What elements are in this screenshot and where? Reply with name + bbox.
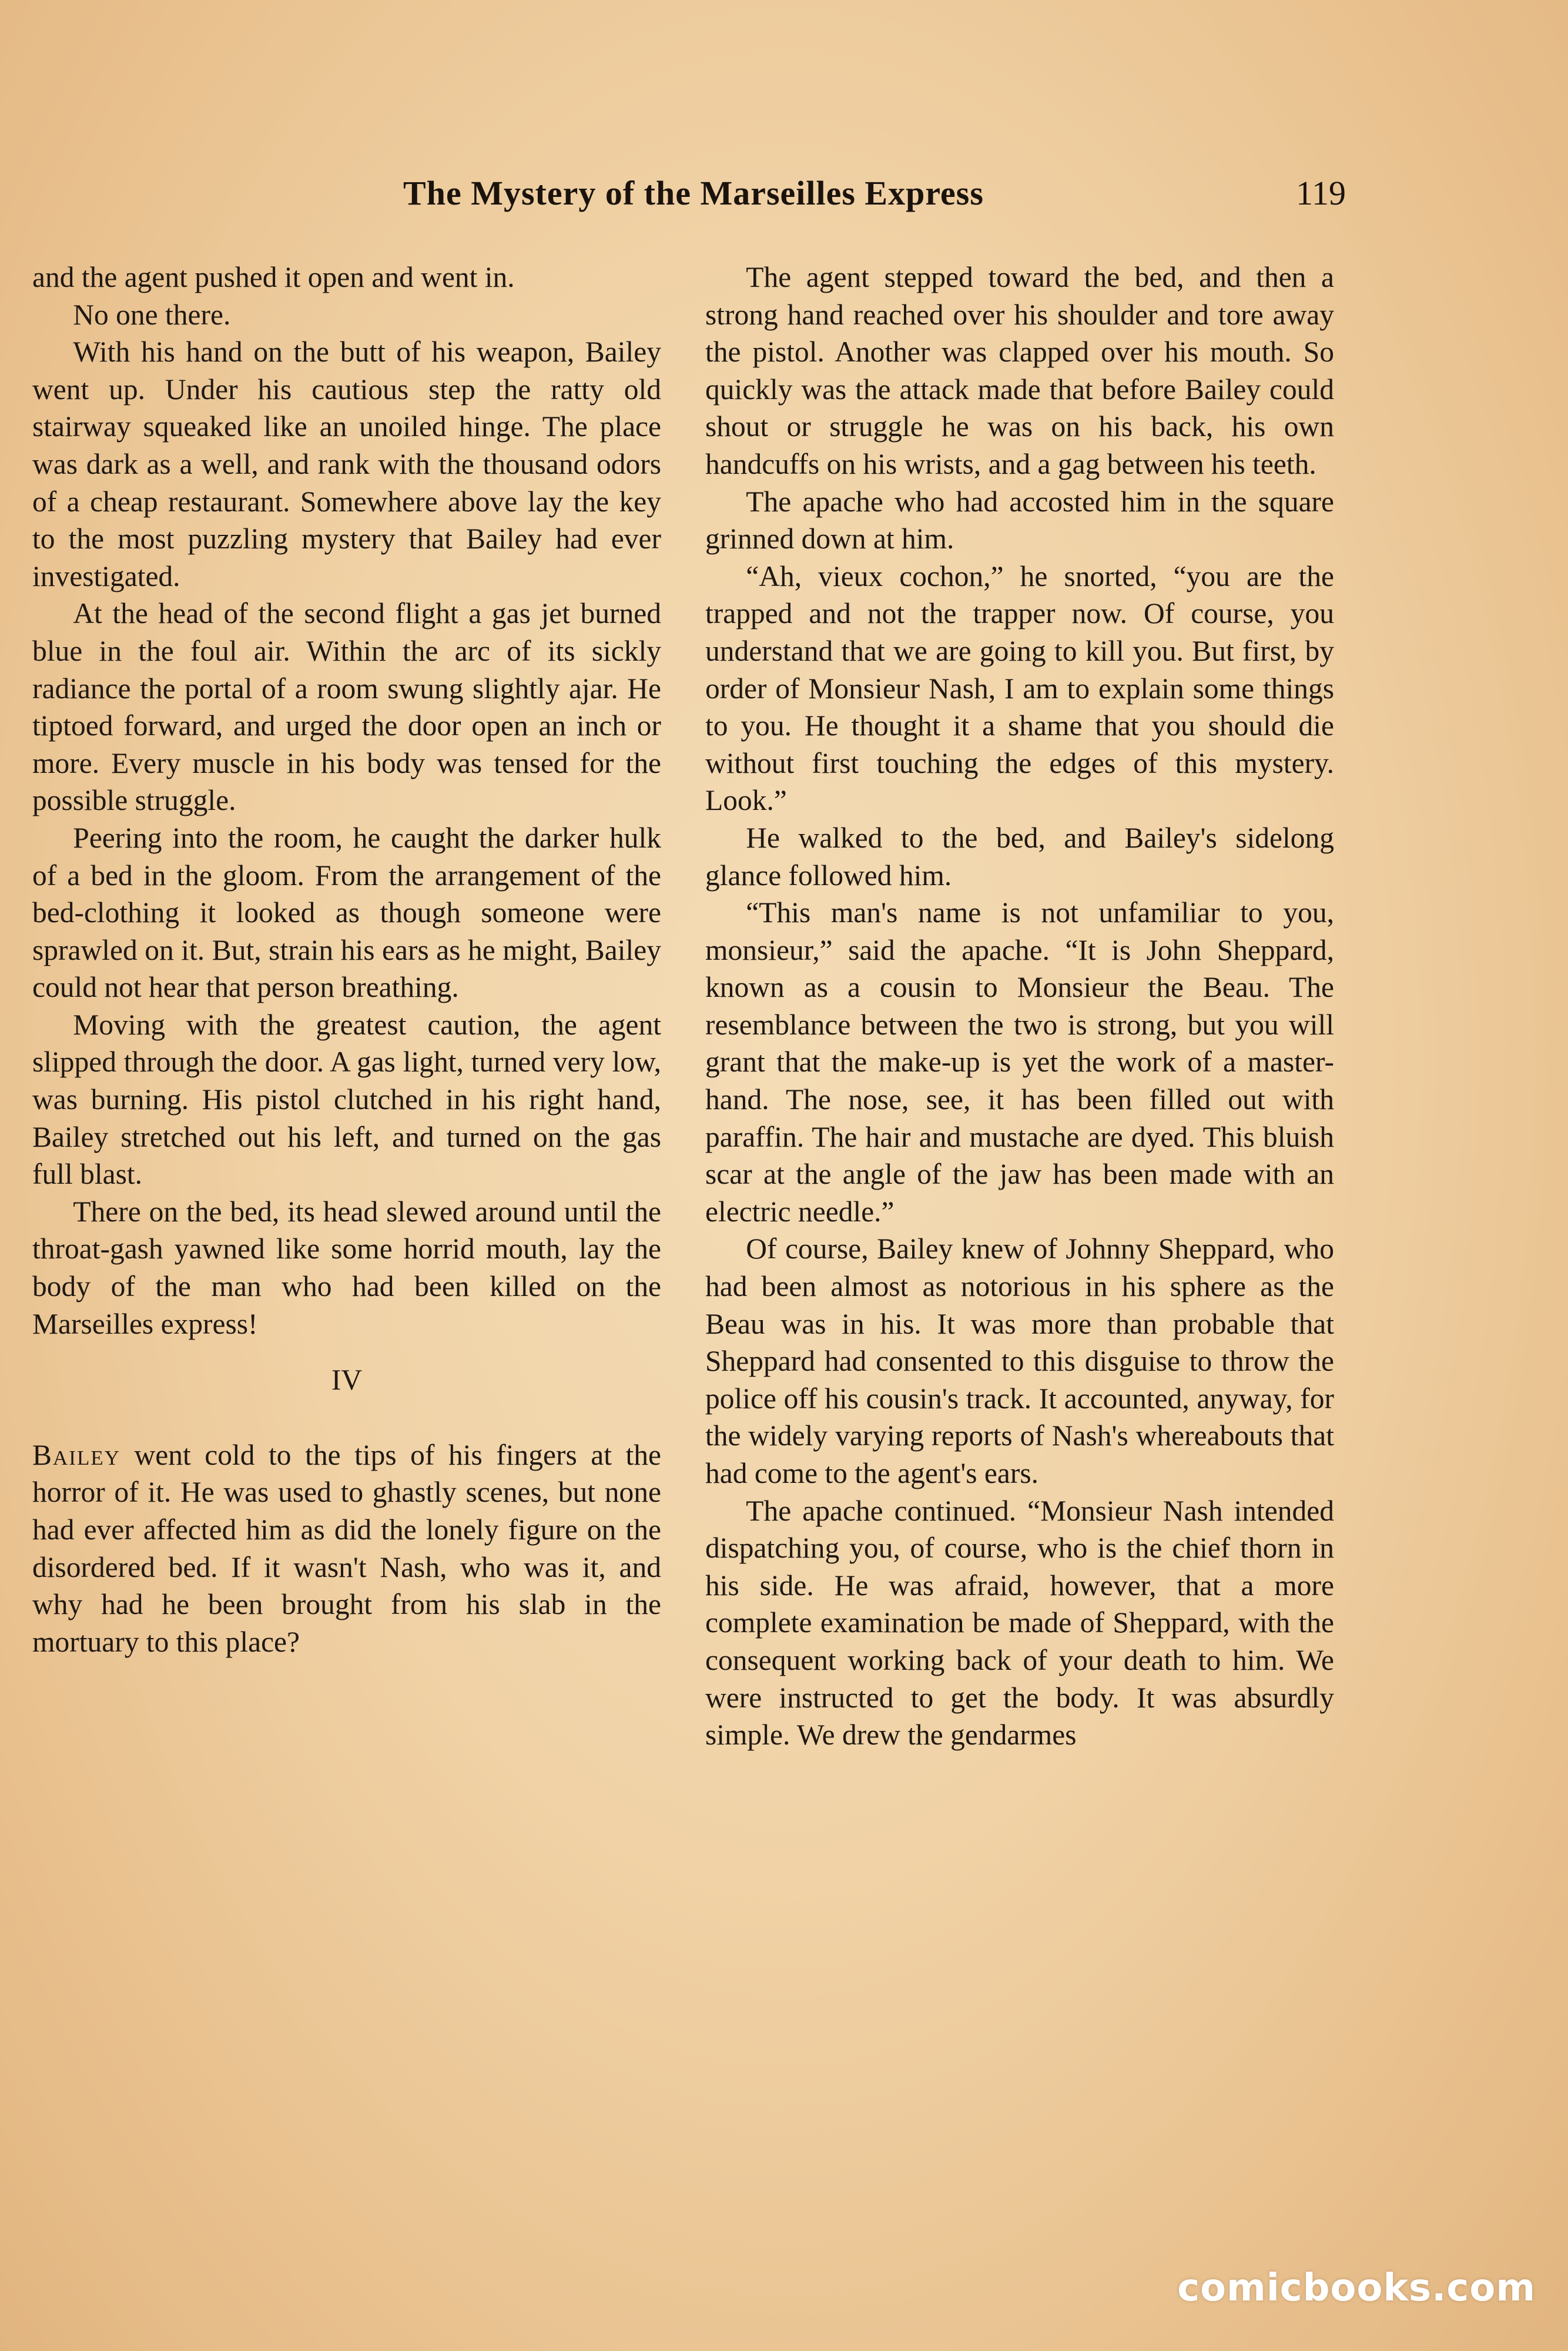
section-first-word: Bailey — [32, 1438, 120, 1471]
paragraph: No one there. — [73, 298, 231, 331]
paragraph: Of course, Bailey knew of Johnny Sheppard, who had been almost as notorious in his sphere as the Beau was in his. It was more than probable that Sheppard had consented to this disguise to throw the police off his cousin's track. It accounted, anyway, for the widely varying reports of Nash's whereabouts that had come to the agent's ears. — [705, 1233, 1334, 1489]
page-number: 119 — [1296, 174, 1346, 212]
paragraph: Peering into the room, he caught the darker hulk of a bed in the gloom. From the arrangement of the bed-clothing it looked as though someone were sprawled on it. But, strain his ears as he might, Bailey could not hear that person breathing. — [32, 821, 661, 1004]
paragraph: “Ah, vieux cochon,” he snorted, “you are the trapped and not the trapper now. Of course, you understand that we are going to kill you. But first, by order of Monsieur Nash, I am to explain some things to you. He thought it a shame that you should die without first touching the edges of this mystery. Look.” — [705, 560, 1334, 817]
section-paragraph-text: went cold to the tips of his fingers at the horror of it. He was used to ghastly scenes, but none had ever affected him as did the lonely figure on the disordered bed. If it wasn't Nash, who was it, and why had he been brought from his slab in the mortuary to this place? — [32, 1438, 661, 1658]
paragraph: “This man's name is not unfamiliar to you, monsieur,” said the apache. “It is John Sheppard, known as a cousin to Monsieur the Beau. The resemblance between the two is strong, but you will grant that the make-up is yet the work of a master-hand. The nose, see, it has been filled out with paraffin. The hair and mustache are dyed. This bluish scar at the angle of the jaw has been made with an electric needle.” — [705, 896, 1334, 1228]
paragraph: There on the bed, its head slewed around until the throat-gash yawned like some horrid mouth, lay the body of the man who had been killed on the Marseilles express! — [32, 1195, 661, 1340]
paragraph: He walked to the bed, and Bailey's sidelong glance followed him. — [705, 821, 1334, 892]
paragraph: The apache who had accosted him in the square grinned down at him. — [705, 485, 1334, 555]
paragraph: The apache continued. “Monsieur Nash intended dispatching you, of course, who is the chief thorn in his side. He was afraid, however, that a more complete examination be made of Sheppard, with the consequent working back of your death to him. We were instructed to get the body. It was absurdly simple. We drew the gendarmes — [705, 1494, 1334, 1751]
paragraph: At the head of the second flight a gas jet burned blue in the foul air. Within the arc of its sickly radiance the portal of a room swung slightly ajar. He tiptoed forward, and urged the door open an inch or more. Every muscle in his body was tensed for the possible struggle. — [32, 597, 661, 817]
left-column — [32, 259, 661, 1660]
site-watermark: comicbooks.com — [1177, 2266, 1536, 2310]
section-opening-paragraph — [32, 1436, 661, 1661]
running-header-title: The Mystery of the Marseilles Express — [403, 174, 984, 212]
section-heading: IV — [331, 1364, 363, 1396]
right-column — [705, 259, 1334, 1754]
paragraph: and the agent pushed it open and went in. — [32, 261, 515, 293]
paragraph: Moving with the greatest caution, the agent slipped through the door. A gas light, turned very low, was burning. His pistol clutched in his right hand, Bailey stretched out his left, and turned on the gas full blast. — [32, 1008, 661, 1191]
paragraph: With his hand on the butt of his weapon, Bailey went up. Under his cautious step the ratty old stairway squeaked like an unoiled hinge. The place was dark as a well, and rank with the thousand odors of a cheap restaurant. Somewhere above lay the key to the most puzzling mystery that Bailey had ever investigated. — [32, 336, 661, 592]
paragraph: The agent stepped toward the bed, and then a strong hand reached over his shoulder and tore away the pistol. Another was clapped over his mouth. So quickly was the attack made that before Bailey could shout or struggle he was on his back, his own handcuffs on his wrists, and a gag between his teeth. — [705, 261, 1334, 480]
